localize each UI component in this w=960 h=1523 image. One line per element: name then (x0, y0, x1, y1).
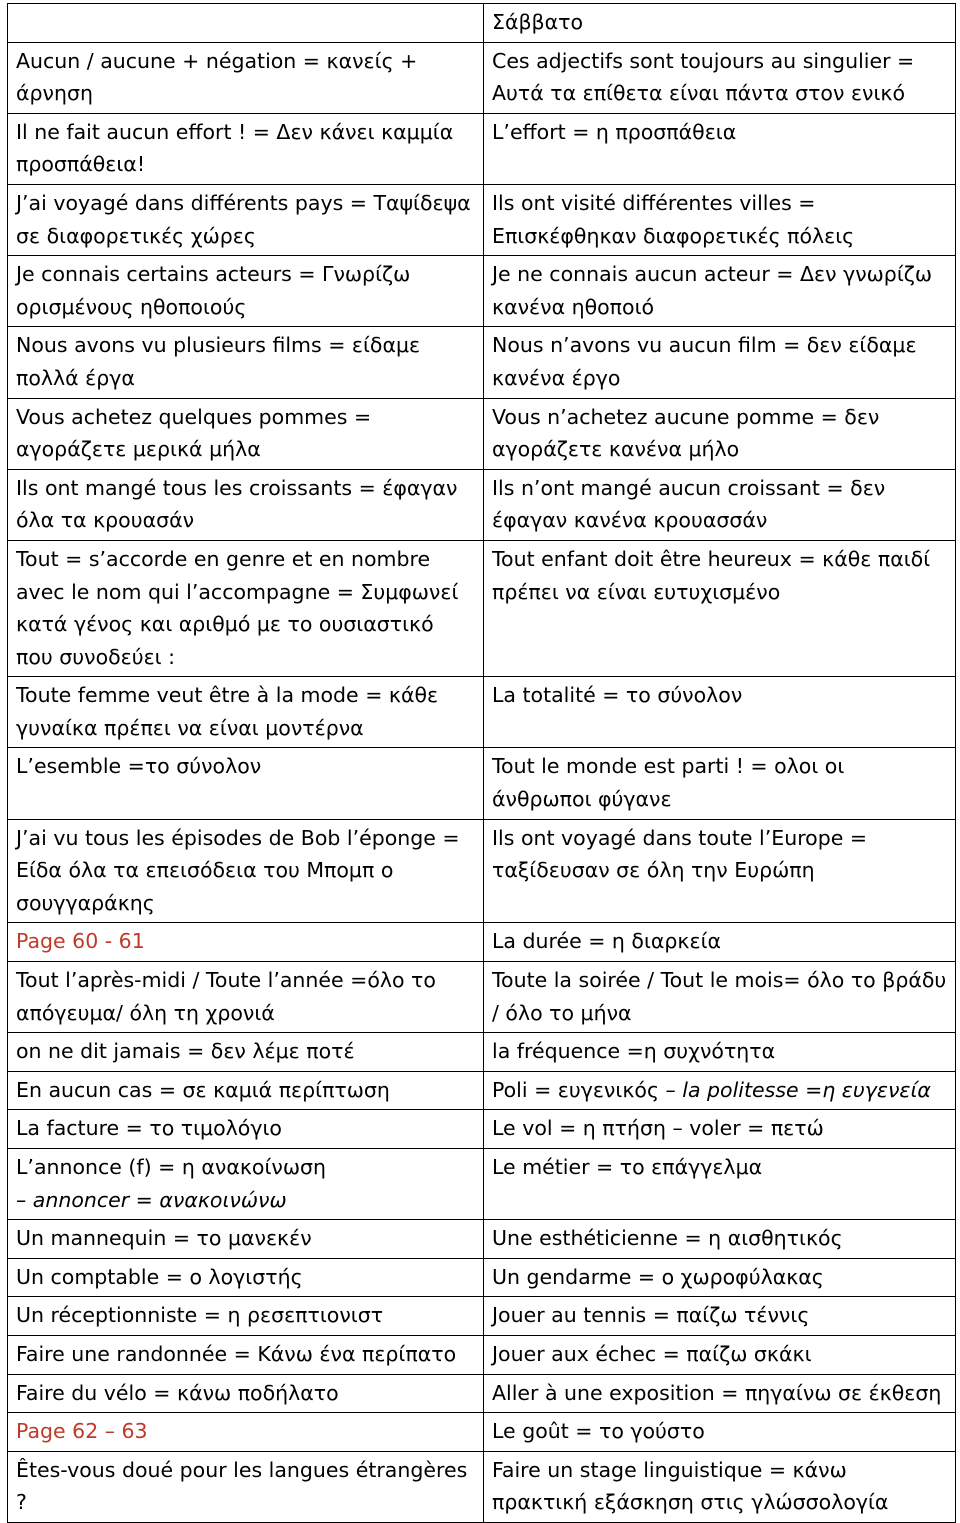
left-text: L’annonce (f) = η ανακοίνωση (16, 1155, 326, 1179)
right-cell (484, 469, 956, 540)
right-text: Toute la soirée / Tout le mois= όλο το βράδυ / όλο το μήνα (492, 968, 947, 1025)
vocabulary-table (7, 3, 956, 1523)
right-cell (484, 1374, 956, 1413)
table-row (8, 1220, 956, 1259)
right-cell (484, 1220, 956, 1259)
right-text: Un gendarme = ο χωροφύλακας (492, 1264, 824, 1289)
right-cell (484, 677, 956, 748)
table-row (8, 42, 956, 113)
left-cell (8, 748, 484, 819)
right-cell (484, 1071, 956, 1110)
table-row (8, 398, 956, 469)
table-row (8, 184, 956, 255)
table-row (8, 1258, 956, 1297)
left-cell (8, 1374, 484, 1413)
table-row (8, 327, 956, 398)
right-cell (484, 256, 956, 327)
right-text: Je ne connais aucun acteur = Δεν γνωρίζω κανένα ηθοποιό (492, 262, 933, 319)
left-cell (8, 1220, 484, 1259)
right-cell (484, 42, 956, 113)
left-cell (8, 256, 484, 327)
left-text: J’ai voyagé dans différents pays = Ταψίδεψα σε διαφορετικές χώρες (16, 190, 471, 248)
left-cell (8, 1149, 484, 1220)
left-text: Êtes-vous doué pour les langues étrangères ? (16, 1457, 468, 1515)
left-cell (8, 962, 484, 1033)
right-text: Vous n’achetez aucune pomme = δεν αγοράζετε κανένα μήλο (492, 404, 880, 462)
table-row (8, 4, 956, 43)
left-cell (8, 1110, 484, 1149)
table-row (8, 923, 956, 962)
right-cell (484, 1110, 956, 1149)
right-text: Le métier = το επάγγελμα (492, 1155, 763, 1179)
left-text: Un comptable = ο λογιστής (16, 1264, 303, 1289)
right-cell (484, 923, 956, 962)
right-cell (484, 1335, 956, 1374)
left-text: En aucun cas = σε καμιά περίπτωση (16, 1077, 390, 1102)
left-text: Aucun / aucune + négation = κανείς + άρνηση (16, 48, 418, 106)
right-text: Ils n’ont mangé aucun croissant = δεν έφαγαν κανένα κρουασσάν (492, 475, 886, 533)
left-text: La facture = το τιμολόγιο (16, 1116, 282, 1141)
left-text: Nous avons vu plusieurs films = είδαμε πολλά έργα (16, 333, 421, 390)
left-cell (8, 1033, 484, 1072)
left-text: Tout = s’accorde en genre et en nombre avec le nom qui l’accompagne = Συμφωνεί κατά γένος και αριθμό με το ουσιαστικό που συνοδεύει : (16, 546, 459, 669)
table-row (8, 1110, 956, 1149)
left-cell (8, 184, 484, 255)
left-text: Il ne fait aucun effort ! = Δεν κάνει καμμία προσπάθεια! (16, 119, 454, 177)
right-cell (484, 748, 956, 819)
right-text: L’effort = η προσπάθεια (492, 119, 737, 144)
left-text: Ils ont mangé tous les croissants = έφαγαν όλα τα κρουασάν (16, 475, 458, 533)
left-text: Vous achetez quelques pommes = αγοράζετε μερικά μήλα (16, 404, 372, 462)
left-cell (8, 1071, 484, 1110)
table-row (8, 819, 956, 923)
table-row (8, 256, 956, 327)
right-text: Tout le monde est parti ! = ολοι οι άνθρωποι φύγανε (492, 754, 845, 812)
right-text: Jouer aux échec = παίζω σκάκι (492, 1341, 812, 1366)
left-cell (8, 398, 484, 469)
table-row (8, 1374, 956, 1413)
right-cell (484, 184, 956, 255)
left-text: Je connais certains acteurs = Γνωρίζω ορισμένους ηθοποιούς (16, 262, 411, 319)
right-cell (484, 819, 956, 923)
right-cell (484, 1451, 956, 1522)
right-text: La totalité = το σύνολον (492, 683, 743, 708)
left-cell (8, 1335, 484, 1374)
left-cell (8, 819, 484, 923)
right-cell (484, 113, 956, 184)
right-cell (484, 1413, 956, 1452)
left-cell (8, 1451, 484, 1522)
table-row (8, 1071, 956, 1110)
right-text: Σάββατο (492, 10, 584, 34)
right-text: Ils ont voyagé dans toute l’Europe = ταξίδευσαν σε όλη την Ευρώπη (492, 825, 868, 883)
left-cell (8, 469, 484, 540)
right-cell (484, 540, 956, 676)
right-text: Faire un stage linguistique = κάνω πρακτική εξάσκηση στις γλώσσολογία (492, 1457, 889, 1515)
left-cell (8, 4, 484, 43)
right-text: Poli = ευγενικός – (492, 1077, 683, 1102)
left-cell (8, 42, 484, 113)
left-cell (8, 113, 484, 184)
table-row (8, 469, 956, 540)
table-row (8, 677, 956, 748)
right-text: Tout enfant doit être heureux = κάθε παιδί πρέπει να είναι ευτυχισμένο (492, 546, 931, 604)
right-cell (484, 1258, 956, 1297)
right-text: Jouer au tennis = παίζω τέννις (492, 1303, 810, 1328)
vocabulary-table-body (8, 4, 956, 1523)
left-text: Faire du vélo = κάνω ποδήλατο (16, 1380, 339, 1405)
left-cell (8, 923, 484, 962)
right-cell (484, 1149, 956, 1220)
left-text: on ne dit jamais = δεν λέμε ποτέ (16, 1039, 355, 1064)
table-row (8, 113, 956, 184)
left-text: J’ai vu tous les épisodes de Bob l’éponge = Είδα όλα τα επεισόδεια του Μπομπ ο σουγγαράκης (16, 825, 460, 915)
table-row (8, 962, 956, 1033)
right-text: la fréquence =η συχνότητα (492, 1039, 776, 1064)
right-cell (484, 327, 956, 398)
left-text: Toute femme veut être à la mode = κάθε γυναίκα πρέπει να είναι μοντέρνα (16, 683, 439, 740)
left-text: Faire une randonnée = Κάνω ένα περίπατο (16, 1341, 457, 1366)
left-cell (8, 1413, 484, 1452)
table-row (8, 1033, 956, 1072)
right-text: Ces adjectifs sont toujours au singulier = Αυτά τα επίθετα είναι πάντα στον ενικό (492, 48, 915, 106)
left-text: Tout l’après-midi / Toute l’année =όλο το απόγευμα/ όλη τη χρονιά (16, 968, 436, 1025)
right-cell (484, 398, 956, 469)
right-text: La durée = η διαρκεία (492, 929, 722, 954)
left-text: Page 60 - 61 (16, 929, 145, 954)
right-cell (484, 1033, 956, 1072)
right-text: Le vol = η πτήση – voler = πετώ (492, 1116, 824, 1141)
table-row (8, 1149, 956, 1220)
left-cell (8, 540, 484, 676)
left-text: Un réceptionniste = η ρεσεπτιονιστ (16, 1303, 384, 1328)
table-row (8, 1335, 956, 1374)
table-row (8, 540, 956, 676)
right-text: Le goût = το γούστο (492, 1419, 705, 1444)
right-text: Aller à une exposition = πηγαίνω σε έκθεση (492, 1380, 942, 1405)
left-text: Page 62 – 63 (16, 1419, 148, 1444)
right-text: Nous n’avons vu aucun film = δεν είδαμε κανένα έργο (492, 333, 917, 390)
right-cell (484, 4, 956, 43)
table-row (8, 1451, 956, 1522)
table-row (8, 1413, 956, 1452)
table-row (8, 748, 956, 819)
right-text: Une esthéticienne = η αισθητικός (492, 1226, 843, 1251)
right-italic-text: la politesse =η ευγενεία (682, 1077, 931, 1102)
table-row (8, 1297, 956, 1336)
left-cell (8, 327, 484, 398)
left-cell (8, 677, 484, 748)
left-cell (8, 1258, 484, 1297)
left-text: Un mannequin = το μανεκέν (16, 1226, 312, 1251)
left-text: L’esemble =το σύνολον (16, 754, 262, 779)
right-cell (484, 962, 956, 1033)
right-text: Ils ont visité différentes villes = Επισκέφθηκαν διαφορετικές πόλεις (492, 190, 855, 248)
left-italic-text: – annoncer = ανακοινώνω (16, 1187, 287, 1212)
right-cell (484, 1297, 956, 1336)
left-cell (8, 1297, 484, 1336)
